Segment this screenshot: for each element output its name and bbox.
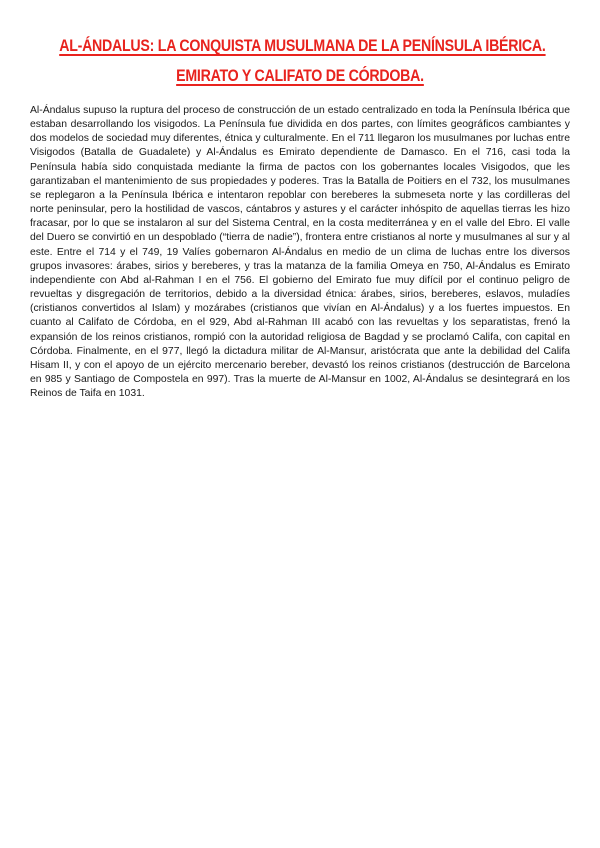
document-subtitle: EMIRATO Y CALIFATO DE CÓRDOBA. (176, 67, 424, 85)
body-paragraph: Al-Ándalus supuso la ruptura del proceso de construcción de un estado centralizado en toda la Península Ibérica que estaban desarrollando los visigodos. La Península fue dividida en dos partes, con límites geográficos cambiantes y dos modelos de sociedad muy diferentes, étnica y culturalmente. En el 711 llegaron los musulmanes por luchas entre Visigodos (Batalla de Guadalete) y Al-Ándalus es Emirato dependiente de Damasco. En el 716, casi toda la Península había sido conquistada mediante la firma de pactos con los gobernantes locales Visigodos, que les garantizaban el mantenimiento de sus propiedades y poderes. Tras la Batalla de Poitiers en el 732, los musulmanes se replegaron a la Península Ibérica e intentaron repoblar con bereberes la submeseta norte y las cordilleras del norte peninsular, pero la hostilidad de vascos, cántabros y astures y el carácter inhóspito de aquellas tierras les hizo fracasar, por lo que se instalaron al sur del Sistema Central, en la costa mediterránea y en el valle del Ebro. El valle del Duero se convirtió en un despoblado (“tierra de nadie”), frontera entre cristianos al norte y musulmanes al sur y al este. Entre el 714 y el 749, 19 Valíes gobernaron Al-Ándalus en medio de un clima de luchas entre los diversos grupos invasores: árabes, sirios y bereberes, y tras la matanza de la familia Omeya en 750, Al-Ándalus es Emirato independiente con Abd al-Rahman I en el 756. El gobierno del Emirato fue muy difícil por el continuo peligro de revueltas y disgregación de territorios, debido a la diversidad étnica: árabes, sirios, bereberes, eslavos, muladíes (cristianos convertidos al Islam) y mozárabes (cristianos que vivían en Al-Ándalus) y a los fuertes impuestos. En cuanto al Califato de Córdoba, en el 929, Abd al-Rahman III acabó con las revueltas y los separatistas, frenó la expansión de los reinos cristianos, rompió con la autoridad religiosa de Bagdad y se proclamó Califa, con capital en Córdoba. Finalmente, en el 977, llegó la dictadura militar de Al-Mansur, aristócrata que ante la debilidad del Califa Hisam II, y con el apoyo de un ejército mercenario bereber, devastó los reinos cristianos (destrucción de Barcelona en 985 y Santiago de Compostela en 997). Tras la muerte de Al-Mansur en 1002, Al-Ándalus se desintegrará en los Reinos de Taifa en 1031. (30, 105, 570, 400)
document-title: AL-ÁNDALUS: LA CONQUISTA MUSULMANA DE LA PENÍNSULA IBÉRICA. (59, 37, 546, 55)
